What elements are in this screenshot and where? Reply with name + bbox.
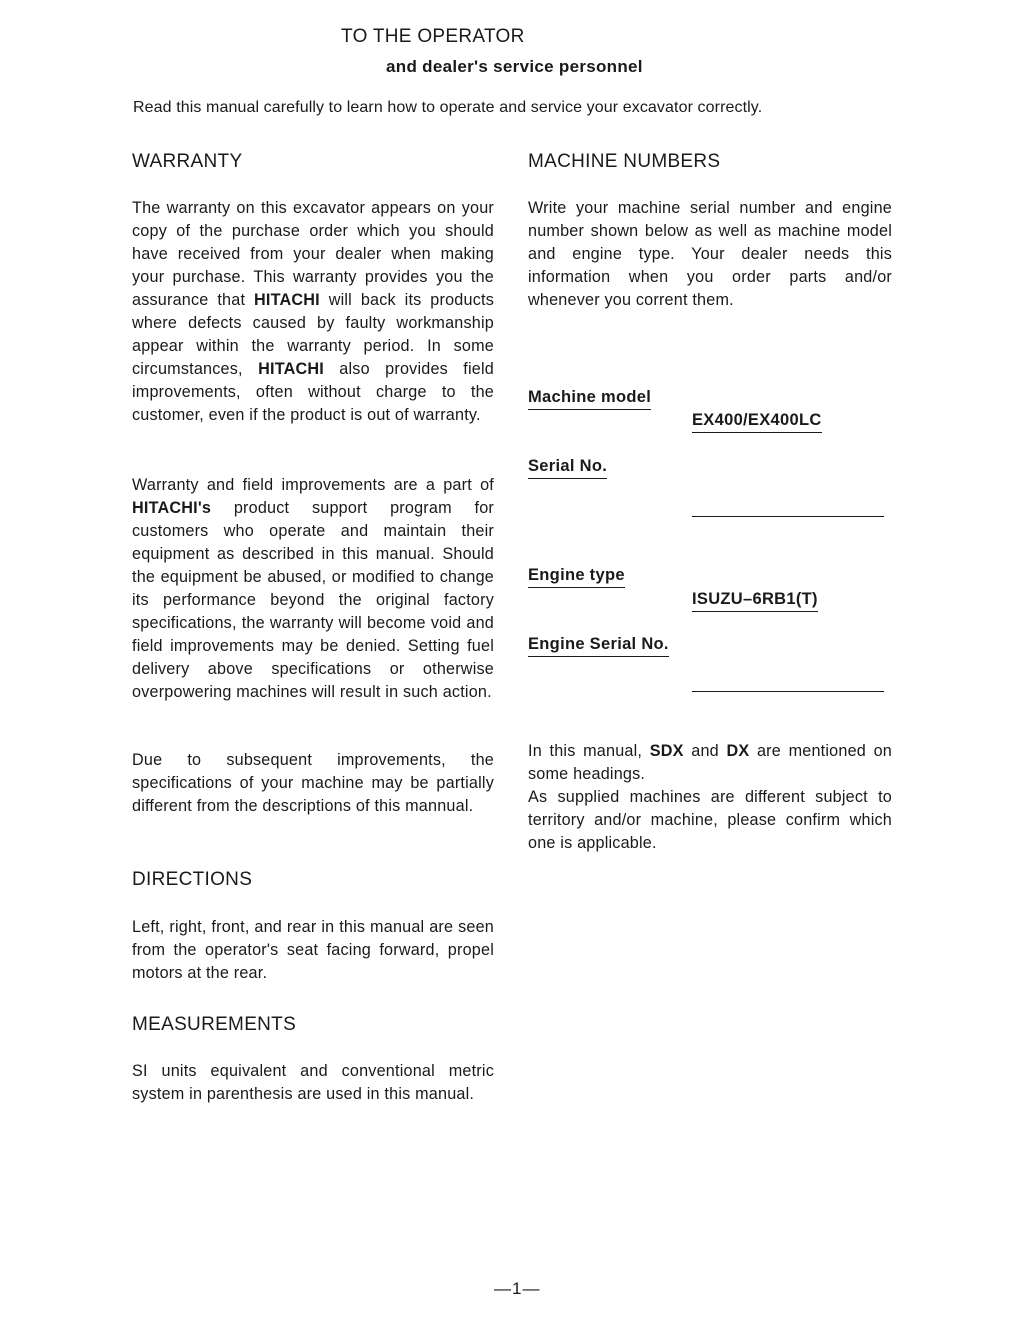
warranty-paragraph-2 [132,474,494,704]
brand-name: HITACHI [258,360,324,378]
warranty-text-part: Warranty and field improvements are a part of [132,476,494,494]
machine-model-label: Machine model [528,388,651,410]
warranty-paragraph-3: Due to subsequent improvements, the specifications of your machine may be partially different from the descriptions of this mannual. [132,751,494,815]
measurements-heading: MEASUREMENTS [132,1014,297,1035]
warranty-text-part: The warranty on this excavator appears on your copy of the purchase order which you should have received from your dealer when making your purchase. This warranty provides you the assurance that [132,199,494,309]
brand-name: HITACHI [254,291,320,309]
machine-note-2: As supplied machines are different subject to territory and/or machine, please confirm which one is applicable. [528,788,892,852]
measurements-text: SI units equivalent and conventional metric system in parenthesis are used in this manual. [132,1062,494,1103]
page-title: TO THE OPERATOR [341,26,525,47]
serial-no-blank [692,516,884,517]
note-text-part: and [683,742,727,760]
sdx-label: SDX [649,742,684,760]
warranty-paragraph-1 [132,197,494,427]
dx-label: DX [726,742,750,760]
directions-text: Left, right, front, and rear in this manual are seen from the operator's seat facing forward, propel motors at the rear. [132,918,494,982]
engine-serial-label: Engine Serial No. [528,635,669,657]
warranty-text-part: product support program for customers who operate and maintain their equipment as described in this manual. Should the equipment be abused, or modified to change its performance beyond the original factory specifications, the warranty will become void and field improvements may be denied. Setting fuel delivery above specifications or otherwise overpowering machines will result in such action. [132,499,494,701]
warranty-text-part: will back its products where defects caused by faulty workmanship appear within the warranty period. In some circumstances, [132,291,494,378]
machine-model-value: EX400/EX400LC [692,411,822,433]
engine-serial-blank [692,691,884,692]
engine-type-value: ISUZU–6RB1(T) [692,590,818,612]
page-number: —1— [494,1279,541,1298]
note-text-part: are mentioned on some headings. [528,742,892,783]
machine-numbers-text: Write your machine serial number and engine number shown below as well as machine model and engine type. Your dealer needs this information when you order parts and/or whenever you corrent them. [528,199,892,309]
intro-text: Read this manual carefully to learn how to operate and service your excavator correctly. [133,99,763,116]
engine-type-label: Engine type [528,566,625,588]
machine-numbers-heading: MACHINE NUMBERS [528,151,721,172]
warranty-heading: WARRANTY [132,151,243,172]
page-subtitle: and dealer's service personnel [386,57,643,76]
warranty-text-part: also provides field improvements, often without charge to the customer, even if the product is out of warranty. [132,360,494,424]
directions-heading: DIRECTIONS [132,869,253,890]
note-text-part: In this manual, [528,742,650,760]
machine-note-1 [528,740,892,786]
serial-no-label: Serial No. [528,457,607,479]
brand-name: HITACHI's [132,499,212,517]
